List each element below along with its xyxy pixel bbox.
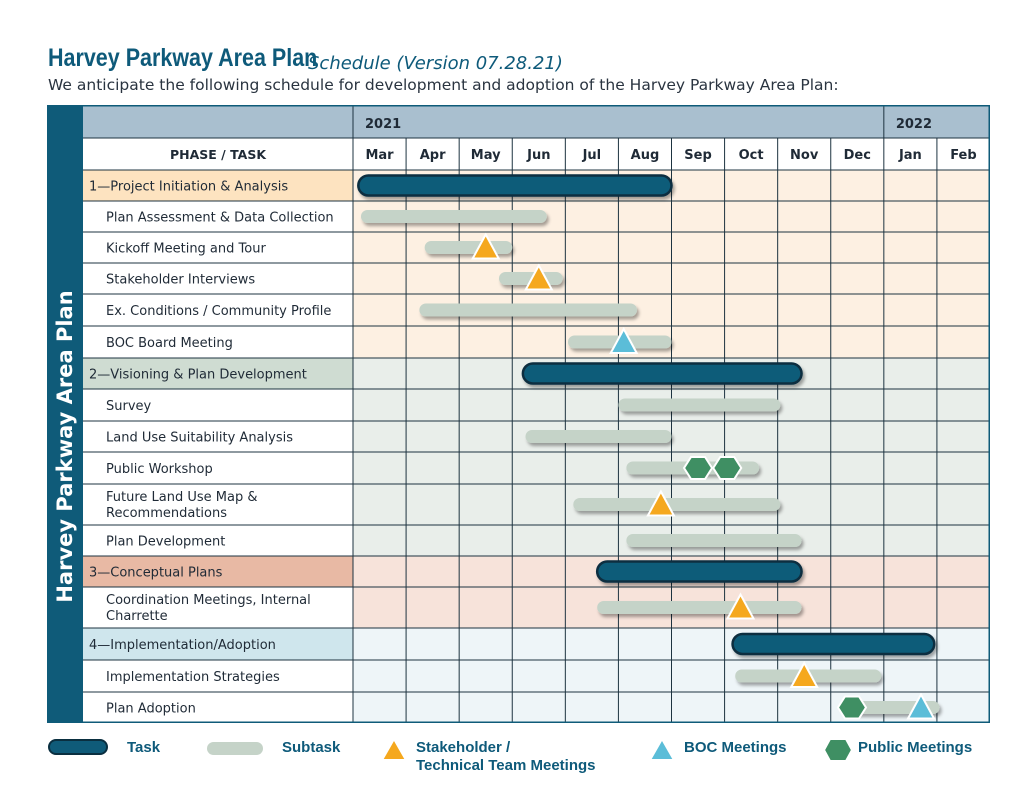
subtask-bar (419, 304, 637, 317)
task-bar (358, 176, 671, 196)
month-label: Oct (738, 148, 764, 163)
task-label: Kickoff Meeting and Tour (106, 241, 266, 257)
stakeholder-triangle-icon (380, 737, 408, 763)
task-label: Implementation Strategies (106, 670, 280, 685)
subtask-bar (618, 399, 780, 412)
month-label: Feb (950, 148, 977, 163)
year-label: 2022 (895, 117, 933, 132)
year-label: 2021 (365, 117, 402, 132)
year-header-bg (83, 105, 990, 138)
public-meeting-marker (713, 457, 741, 479)
task-label: Survey (106, 399, 152, 414)
column-header: PHASE / TASK (169, 147, 267, 162)
subtask-bar (626, 534, 801, 547)
page-title: Harvey Parkway Area Plan (48, 44, 318, 72)
side-label: Harvey Parkway Area Plan (53, 290, 77, 603)
phase-label: 2—Visioning & Plan Development (89, 367, 307, 383)
task-label: Plan Assessment & Data Collection (106, 210, 334, 226)
month-label: Aug (630, 148, 660, 163)
month-label: Jun (527, 148, 551, 163)
month-label: Nov (790, 148, 819, 163)
public-meeting-marker (838, 697, 866, 719)
task-label-line: Recommendations (106, 506, 228, 521)
month-label: Jul (582, 148, 602, 163)
month-label: Sep (684, 148, 712, 163)
task-bar (597, 562, 801, 582)
subtask-bar (361, 210, 547, 223)
legend-stakeholder-line1: Stakeholder / (416, 739, 511, 756)
legend-subtask-label: Subtask (282, 739, 341, 756)
title-row (48, 44, 563, 74)
task-label: Stakeholder Interviews (106, 272, 256, 288)
task-label-line: Charrette (106, 609, 168, 624)
phase-label: 4—Implementation/Adoption (89, 638, 276, 653)
task-label: Ex. Conditions / Community Profile (106, 304, 332, 319)
legend-stakeholder-line2: Technical Team Meetings (416, 757, 596, 774)
month-label: May (470, 148, 501, 163)
phase-label: 1—Project Initiation & Analysis (89, 179, 289, 195)
task-bar (523, 364, 802, 384)
subtask-bar (526, 430, 672, 443)
intro-text: We anticipate the following schedule for development and adoption of the Harvey Parkway Area Plan: (48, 76, 839, 94)
page-subtitle: Schedule (Version 07.28.21) (308, 53, 563, 74)
legend-public-label: Public Meetings (858, 739, 973, 756)
task-label: Plan Adoption (106, 701, 196, 717)
legend-task-swatch (48, 739, 108, 755)
legend-task-label: Task (127, 739, 161, 756)
legend-boc-label: BOC Meetings (684, 739, 787, 756)
task-bar (733, 634, 935, 654)
month-label: Mar (365, 148, 394, 163)
month-label: Apr (419, 148, 446, 163)
phase-label: 3—Conceptual Plans (89, 565, 223, 581)
subtask-bar (597, 601, 801, 614)
subtask-bar (573, 498, 780, 511)
month-label: Jan (898, 148, 922, 163)
public-hexagon-icon (822, 737, 854, 763)
task-label-line: Future Land Use Map & (106, 490, 258, 505)
task-label: BOC Board Meeting (106, 336, 233, 351)
gantt-svg (47, 105, 990, 724)
task-label: Land Use Suitability Analysis (106, 430, 293, 446)
month-label: Dec (843, 148, 871, 163)
task-label-line: Coordination Meetings, Internal (106, 593, 311, 608)
gantt-chart (47, 105, 990, 724)
task-label: Plan Development (106, 534, 226, 550)
public-meeting-marker (684, 457, 712, 479)
subtask-bar (425, 241, 513, 254)
legend-subtask-swatch (207, 742, 263, 755)
task-label: Public Workshop (106, 462, 213, 477)
legend-stakeholder-label (416, 739, 596, 775)
boc-triangle-icon (648, 737, 676, 763)
